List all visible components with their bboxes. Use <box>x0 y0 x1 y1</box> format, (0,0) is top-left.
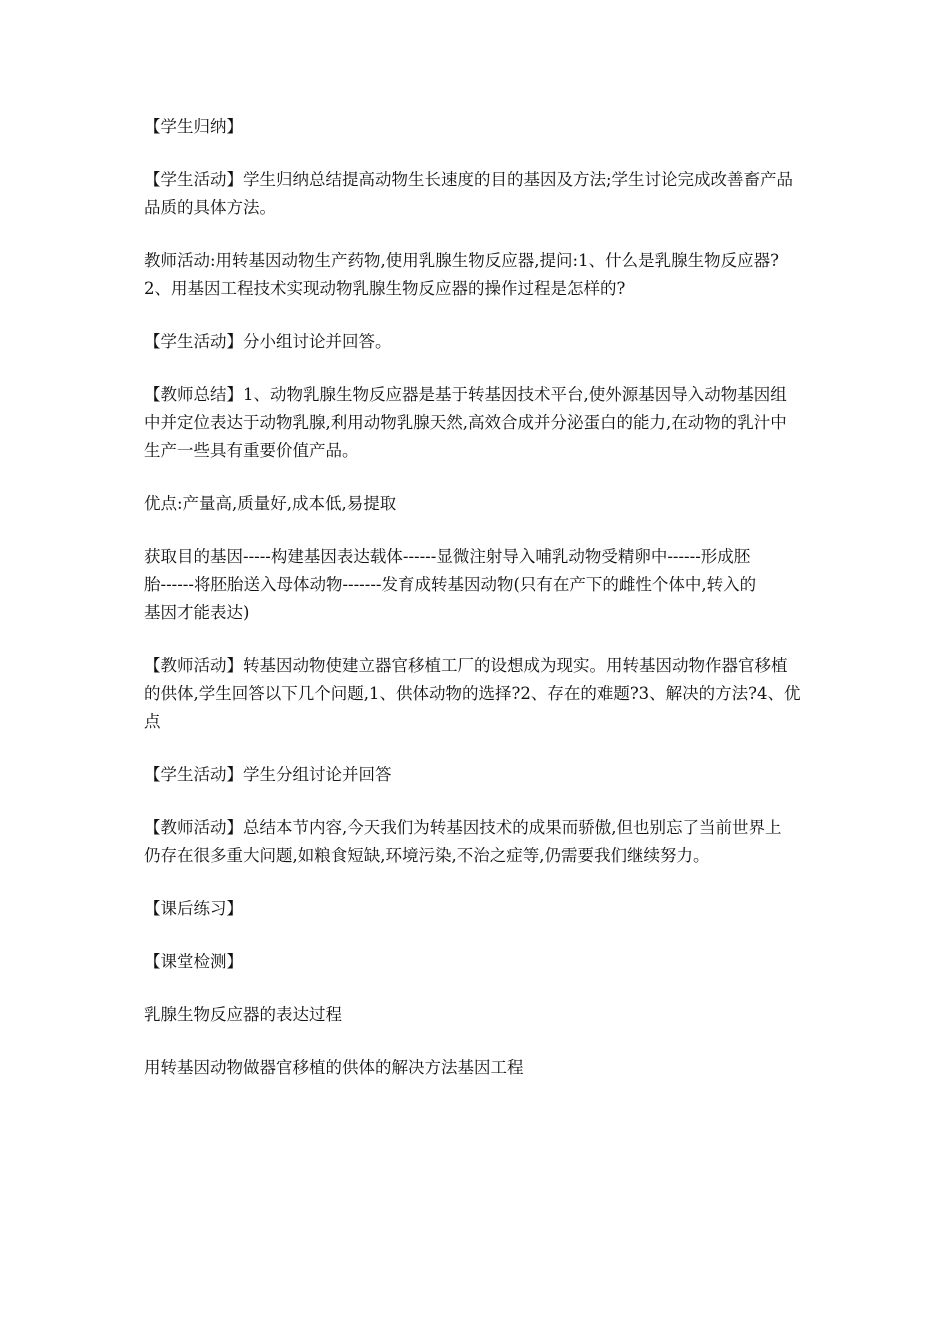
text-line: 用转基因动物做器官移植的供体的解决方法基因工程 <box>144 1058 524 1077</box>
test-item-1 <box>144 1001 816 1029</box>
text-line: 胎------将胚胎送入母体动物-------发育成转基因动物(只有在产下的雌性个体中,转入的 <box>144 575 757 594</box>
text-line: 【学生活动】分小组讨论并回答。 <box>144 332 392 351</box>
text-line: 生产一些具有重要价值产品。 <box>144 441 359 460</box>
paragraph-teacher-activity-2 <box>144 652 816 736</box>
heading-student-summary <box>144 113 816 141</box>
document-page <box>144 113 816 1107</box>
text-line: 教师活动:用转基因动物生产药物,使用乳腺生物反应器,提问:1、什么是乳腺生物反应器? <box>144 251 779 270</box>
text-line: 【课堂检测】 <box>144 952 243 971</box>
paragraph-process-steps <box>144 543 816 627</box>
paragraph-teacher-activity-3 <box>144 814 816 870</box>
heading-homework <box>144 895 816 923</box>
text-line: 仍存在很多重大问题,如粮食短缺,环境污染,不治之症等,仍需要我们继续努力。 <box>144 846 710 865</box>
text-line: 乳腺生物反应器的表达过程 <box>144 1005 342 1024</box>
text-line: 的供体,学生回答以下几个问题,1、供体动物的选择?2、存在的难题?3、解决的方法?4、优 <box>144 684 801 703</box>
text-line: 【学生活动】学生归纳总结提高动物生长速度的目的基因及方法;学生讨论完成改善畜产品 <box>144 170 794 189</box>
text-line: 点 <box>144 712 161 731</box>
text-line: 2、用基因工程技术实现动物乳腺生物反应器的操作过程是怎样的? <box>144 279 626 298</box>
text-line: 【教师活动】总结本节内容,今天我们为转基因技术的成果而骄傲,但也别忘了当前世界上 <box>144 818 782 837</box>
paragraph-teacher-summary <box>144 381 816 465</box>
text-line: 【课后练习】 <box>144 899 243 918</box>
heading-class-test <box>144 948 816 976</box>
text-line: 中并定位表达于动物乳腺,利用动物乳腺天然,高效合成并分泌蛋白的能力,在动物的乳汁中 <box>144 413 787 432</box>
paragraph-student-activity-2 <box>144 328 816 356</box>
text-line: 【教师活动】转基因动物使建立器官移植工厂的设想成为现实。用转基因动物作器官移植 <box>144 656 788 675</box>
text-line: 基因才能表达) <box>144 603 250 622</box>
paragraph-advantages <box>144 490 816 518</box>
text-line: 【教师总结】1、动物乳腺生物反应器是基于转基因技术平台,使外源基因导入动物基因组 <box>144 385 787 404</box>
text-line: 【学生归纳】 <box>144 117 243 136</box>
test-item-2 <box>144 1054 816 1082</box>
text-line: 品质的具体方法。 <box>144 198 276 217</box>
text-line: 获取目的基因-----构建基因表达载体------显微注射导入哺乳动物受精卵中------形成胚 <box>144 547 751 566</box>
paragraph-student-activity-1 <box>144 166 816 222</box>
paragraph-student-activity-3 <box>144 761 816 789</box>
text-line: 优点:产量高,质量好,成本低,易提取 <box>144 494 397 513</box>
paragraph-teacher-activity-1 <box>144 247 816 303</box>
text-line: 【学生活动】学生分组讨论并回答 <box>144 765 392 784</box>
